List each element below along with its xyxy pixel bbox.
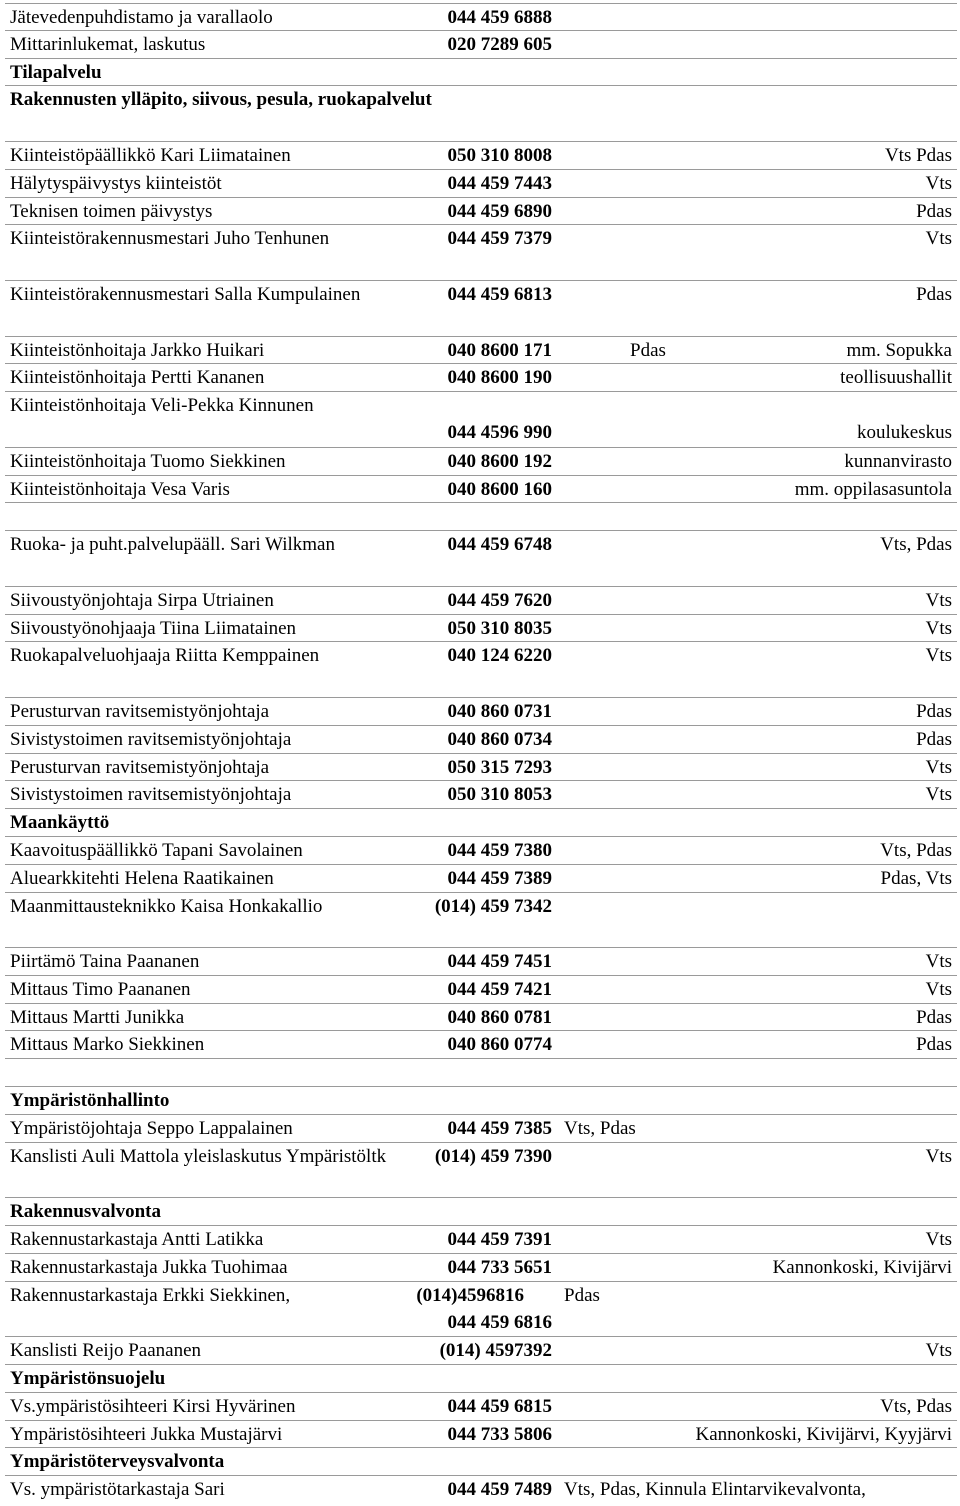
contact-name: Mittarinlukemat, laskutus <box>10 33 206 55</box>
phone-number: 044 459 7391 <box>447 1229 552 1251</box>
table-row <box>5 1476 957 1504</box>
contact-name: Ympäristösihteeri Jukka Mustajärvi <box>10 1423 283 1445</box>
contact-note: Vts, Pdas <box>880 839 952 861</box>
phone-number: 050 310 8053 <box>447 784 552 806</box>
phone-numbers <box>389 1282 552 1338</box>
contact-name: Teknisen toimen päivystys <box>10 200 213 222</box>
phone-number: 044 459 6890 <box>447 200 552 222</box>
contact-name: Kanslisti Reijo Paananen <box>10 1340 202 1362</box>
phone-number: 040 8600 190 <box>447 367 552 389</box>
table-row <box>5 531 957 587</box>
table-row <box>5 31 957 59</box>
table-row <box>5 698 957 726</box>
section-title: Rakennusten ylläpito, siivous, pesula, ruokapalvelut <box>10 89 432 111</box>
phone-number: 044 459 6748 <box>447 534 552 556</box>
contact-name: Kiinteistönhoitaja Pertti Kananen <box>10 367 265 389</box>
table-row <box>5 1282 957 1338</box>
phone-number: 020 7289 605 <box>447 33 552 55</box>
contact-name: Mittaus Marko Siekkinen <box>10 1034 205 1056</box>
table-row <box>5 364 957 392</box>
table-row <box>5 448 957 476</box>
table-row <box>5 1004 957 1032</box>
phone-number: 044 459 6815 <box>447 1395 552 1417</box>
phone-number: 044 459 6888 <box>447 7 552 28</box>
phone-number: 040 8600 160 <box>447 478 552 500</box>
contact-note <box>552 31 957 58</box>
contact-name: Siivoustyönjohtaja Sirpa Utriainen <box>10 589 274 611</box>
phone-number: 044 459 7389 <box>447 867 552 889</box>
phone-number: 044 459 7379 <box>447 228 552 250</box>
table-row <box>5 1337 957 1365</box>
contact-name: Rakennustarkastaja Antti Latikka <box>10 1229 264 1251</box>
table-row <box>5 170 957 198</box>
table-row <box>5 948 957 976</box>
table-row <box>5 337 957 365</box>
contact-note: Kannonkoski, Kivijärvi, Kyyjärvi <box>695 1423 952 1445</box>
contact-name: Ympäristöjohtaja Seppo Lappalainen <box>10 1117 293 1139</box>
phone-number: 044 459 7385 <box>447 1117 552 1139</box>
phone-number: 044 459 7451 <box>447 951 552 973</box>
phone-number-2: 044 459 6816 <box>447 1312 552 1334</box>
contact-name: Kiinteistönhoitaja Jarkko Huikari <box>10 339 265 361</box>
phone-number: 044 459 6813 <box>447 283 552 305</box>
table-row <box>5 587 957 615</box>
phone-number: 050 315 7293 <box>447 756 552 778</box>
table-row <box>5 1393 957 1421</box>
table-row <box>5 781 957 809</box>
phone-number: 050 310 8008 <box>447 144 552 166</box>
phone-number: 040 860 0781 <box>447 1006 552 1028</box>
contact-name: Kiinteistönhoitaja Tuomo Siekkinen <box>10 450 286 472</box>
contact-note: Vts, Pdas <box>564 1117 636 1139</box>
table-row <box>5 642 957 698</box>
contact-note: Pdas, Vts <box>880 867 952 889</box>
phone-number: 040 860 0731 <box>447 700 552 722</box>
contact-note: Vts <box>925 228 952 250</box>
phone-number: 044 459 7443 <box>447 172 552 194</box>
phone-number: 044 459 7421 <box>447 978 552 1000</box>
contact-note: Pdas <box>916 728 952 750</box>
contact-note: Vts <box>925 172 952 194</box>
table-row <box>5 1254 957 1282</box>
table-row <box>5 1143 957 1199</box>
contact-name: Kanslisti Auli Mattola yleislaskutus Ympäristöltk <box>10 1145 387 1167</box>
table-row <box>5 1421 957 1449</box>
contact-name: Kiinteistöpäällikkö Kari Liimatainen <box>10 144 291 166</box>
contact-name: Vs.ympäristösihteeri Kirsi Hyvärinen <box>10 1395 296 1417</box>
contact-note: kunnanvirasto <box>844 450 952 472</box>
section-title: Rakennusvalvonta <box>10 1201 161 1223</box>
contact-note: Vts <box>925 1145 952 1167</box>
phone-number: 040 124 6220 <box>447 645 552 667</box>
section-heading <box>5 1087 957 1115</box>
contact-note <box>552 4 957 30</box>
table-row <box>5 476 957 504</box>
section-heading <box>5 809 957 837</box>
table-row <box>5 198 957 226</box>
contact-note: Pdas <box>916 283 952 305</box>
section-heading <box>5 1365 957 1393</box>
table-row <box>5 142 957 170</box>
table-row <box>5 726 957 754</box>
contact-name: Maanmittausteknikko Kaisa Honkakallio <box>10 895 323 917</box>
contact-name: Perusturvan ravitsemistyönjohtaja <box>10 700 270 722</box>
section-title: Maankäyttö <box>10 812 110 834</box>
table-row <box>5 1115 957 1143</box>
contact-note: Vts Pdas <box>884 144 952 166</box>
contact-name: Kiinteistörakennusmestari Juho Tenhunen <box>10 228 330 250</box>
phone-number: 044 733 5806 <box>447 1423 552 1445</box>
contact-note: Pdas <box>916 1034 952 1056</box>
section-heading <box>5 59 957 87</box>
contact-note: Vts <box>925 951 952 973</box>
phone-number: 040 8600 192 <box>447 450 552 472</box>
phone-number: (014) 4597392 <box>439 1340 552 1362</box>
contact-note: Vts <box>925 617 952 639</box>
phone-number: 044 459 7489 <box>447 1479 552 1501</box>
contact-directory <box>5 3 957 1504</box>
contact-note: Vts, Pdas, Kinnula Elintarvikevalvonta, <box>564 1479 866 1501</box>
blank-row <box>5 1059 957 1087</box>
phone-number: 040 860 0734 <box>447 728 552 750</box>
contact-name: Kiinteistönhoitaja Vesa Varis <box>10 478 230 500</box>
table-row <box>5 225 957 281</box>
phone-number: (014) 459 7342 <box>434 895 552 917</box>
contact-name: Mittaus Martti Junikka <box>10 1006 185 1028</box>
phone-number: 050 310 8035 <box>447 617 552 639</box>
section-heading <box>5 1198 957 1226</box>
section-title: Tilapalvelu <box>10 61 102 83</box>
section-heading <box>5 86 957 142</box>
table-row <box>5 837 957 865</box>
table-row <box>5 392 957 448</box>
table-row <box>5 893 957 949</box>
contact-note: teollisuushallit <box>840 367 952 389</box>
phone-number: (014)4596816 <box>416 1284 524 1306</box>
table-row <box>5 281 957 337</box>
contact-name: Hälytyspäivystys kiinteistöt <box>10 172 222 194</box>
contact-name: Rakennustarkastaja Erkki Siekkinen, <box>10 1284 291 1306</box>
phone-number: 044 4596 990 <box>447 421 552 443</box>
table-row <box>5 615 957 643</box>
contact-name: Siivoustyönohjaaja Tiina Liimatainen <box>10 617 297 639</box>
contact-name: Kaavoituspäällikkö Tapani Savolainen <box>10 839 303 861</box>
contact-note: Vts <box>925 978 952 1000</box>
table-row <box>5 865 957 893</box>
contact-note: Pdas <box>916 700 952 722</box>
contact-name: Ruokapalveluohjaaja Riitta Kemppainen <box>10 645 320 667</box>
table-row <box>5 3 957 31</box>
contact-name: Jätevedenpuhdistamo ja varallaolo <box>10 7 273 28</box>
phone-number: (014) 459 7390 <box>434 1145 552 1167</box>
blank-row <box>5 503 957 531</box>
contact-note: Pdas <box>916 200 952 222</box>
phone-number: 044 459 7620 <box>447 589 552 611</box>
contact-name: Mittaus Timo Paananen <box>10 978 191 1000</box>
table-row <box>5 754 957 782</box>
contact-note: Vts <box>925 1229 952 1251</box>
contact-note: Vts <box>925 645 952 667</box>
contact-note: Vts <box>925 1340 952 1362</box>
contact-name: Vs. ympäristötarkastaja Sari <box>10 1479 225 1501</box>
section-title: Ympäristönsuojelu <box>10 1368 166 1390</box>
table-row <box>5 1031 957 1059</box>
contact-note: Kannonkoski, Kivijärvi <box>772 1256 952 1278</box>
contact-name: Rakennustarkastaja Jukka Tuohimaa <box>10 1256 288 1278</box>
contact-note: mm. oppilasasuntola <box>794 478 952 500</box>
phone-number: 040 860 0774 <box>447 1034 552 1056</box>
contact-name: Kiinteistörakennusmestari Salla Kumpulainen <box>10 283 361 305</box>
table-row <box>5 976 957 1004</box>
contact-note: Vts <box>925 589 952 611</box>
phone-number: 044 459 7380 <box>447 839 552 861</box>
contact-name: Sivistystoimen ravitsemistyönjohtaja <box>10 784 292 806</box>
contact-name: Perusturvan ravitsemistyönjohtaja <box>10 756 270 778</box>
contact-name: Ruoka- ja puht.palvelupääll. Sari Wilkman <box>10 534 335 556</box>
table-row <box>5 1226 957 1254</box>
contact-name: Kiinteistönhoitaja Veli-Pekka Kinnunen <box>10 395 314 417</box>
contact-name: Sivistystoimen ravitsemistyönjohtaja <box>10 728 292 750</box>
contact-note: mm. Sopukka <box>846 339 952 361</box>
contact-note: Pdas <box>916 1006 952 1028</box>
contact-note: Vts <box>925 756 952 778</box>
section-title: Ympäristöterveysvalvonta <box>10 1451 225 1473</box>
contact-note: Vts <box>925 784 952 806</box>
contact-name: Piirtämö Taina Paananen <box>10 951 200 973</box>
section-heading <box>5 1448 957 1476</box>
contact-area: Pdas <box>630 339 666 361</box>
phone-number: 044 733 5651 <box>447 1256 552 1278</box>
contact-note: koulukeskus <box>857 421 952 443</box>
section-title: Ympäristönhallinto <box>10 1090 170 1112</box>
phone-number: 040 8600 171 <box>447 339 552 361</box>
contact-note: Vts, Pdas <box>880 534 952 556</box>
contact-note: Pdas <box>564 1284 600 1306</box>
contact-note: Vts, Pdas <box>880 1395 952 1417</box>
contact-name: Aluearkkitehti Helena Raatikainen <box>10 867 274 889</box>
